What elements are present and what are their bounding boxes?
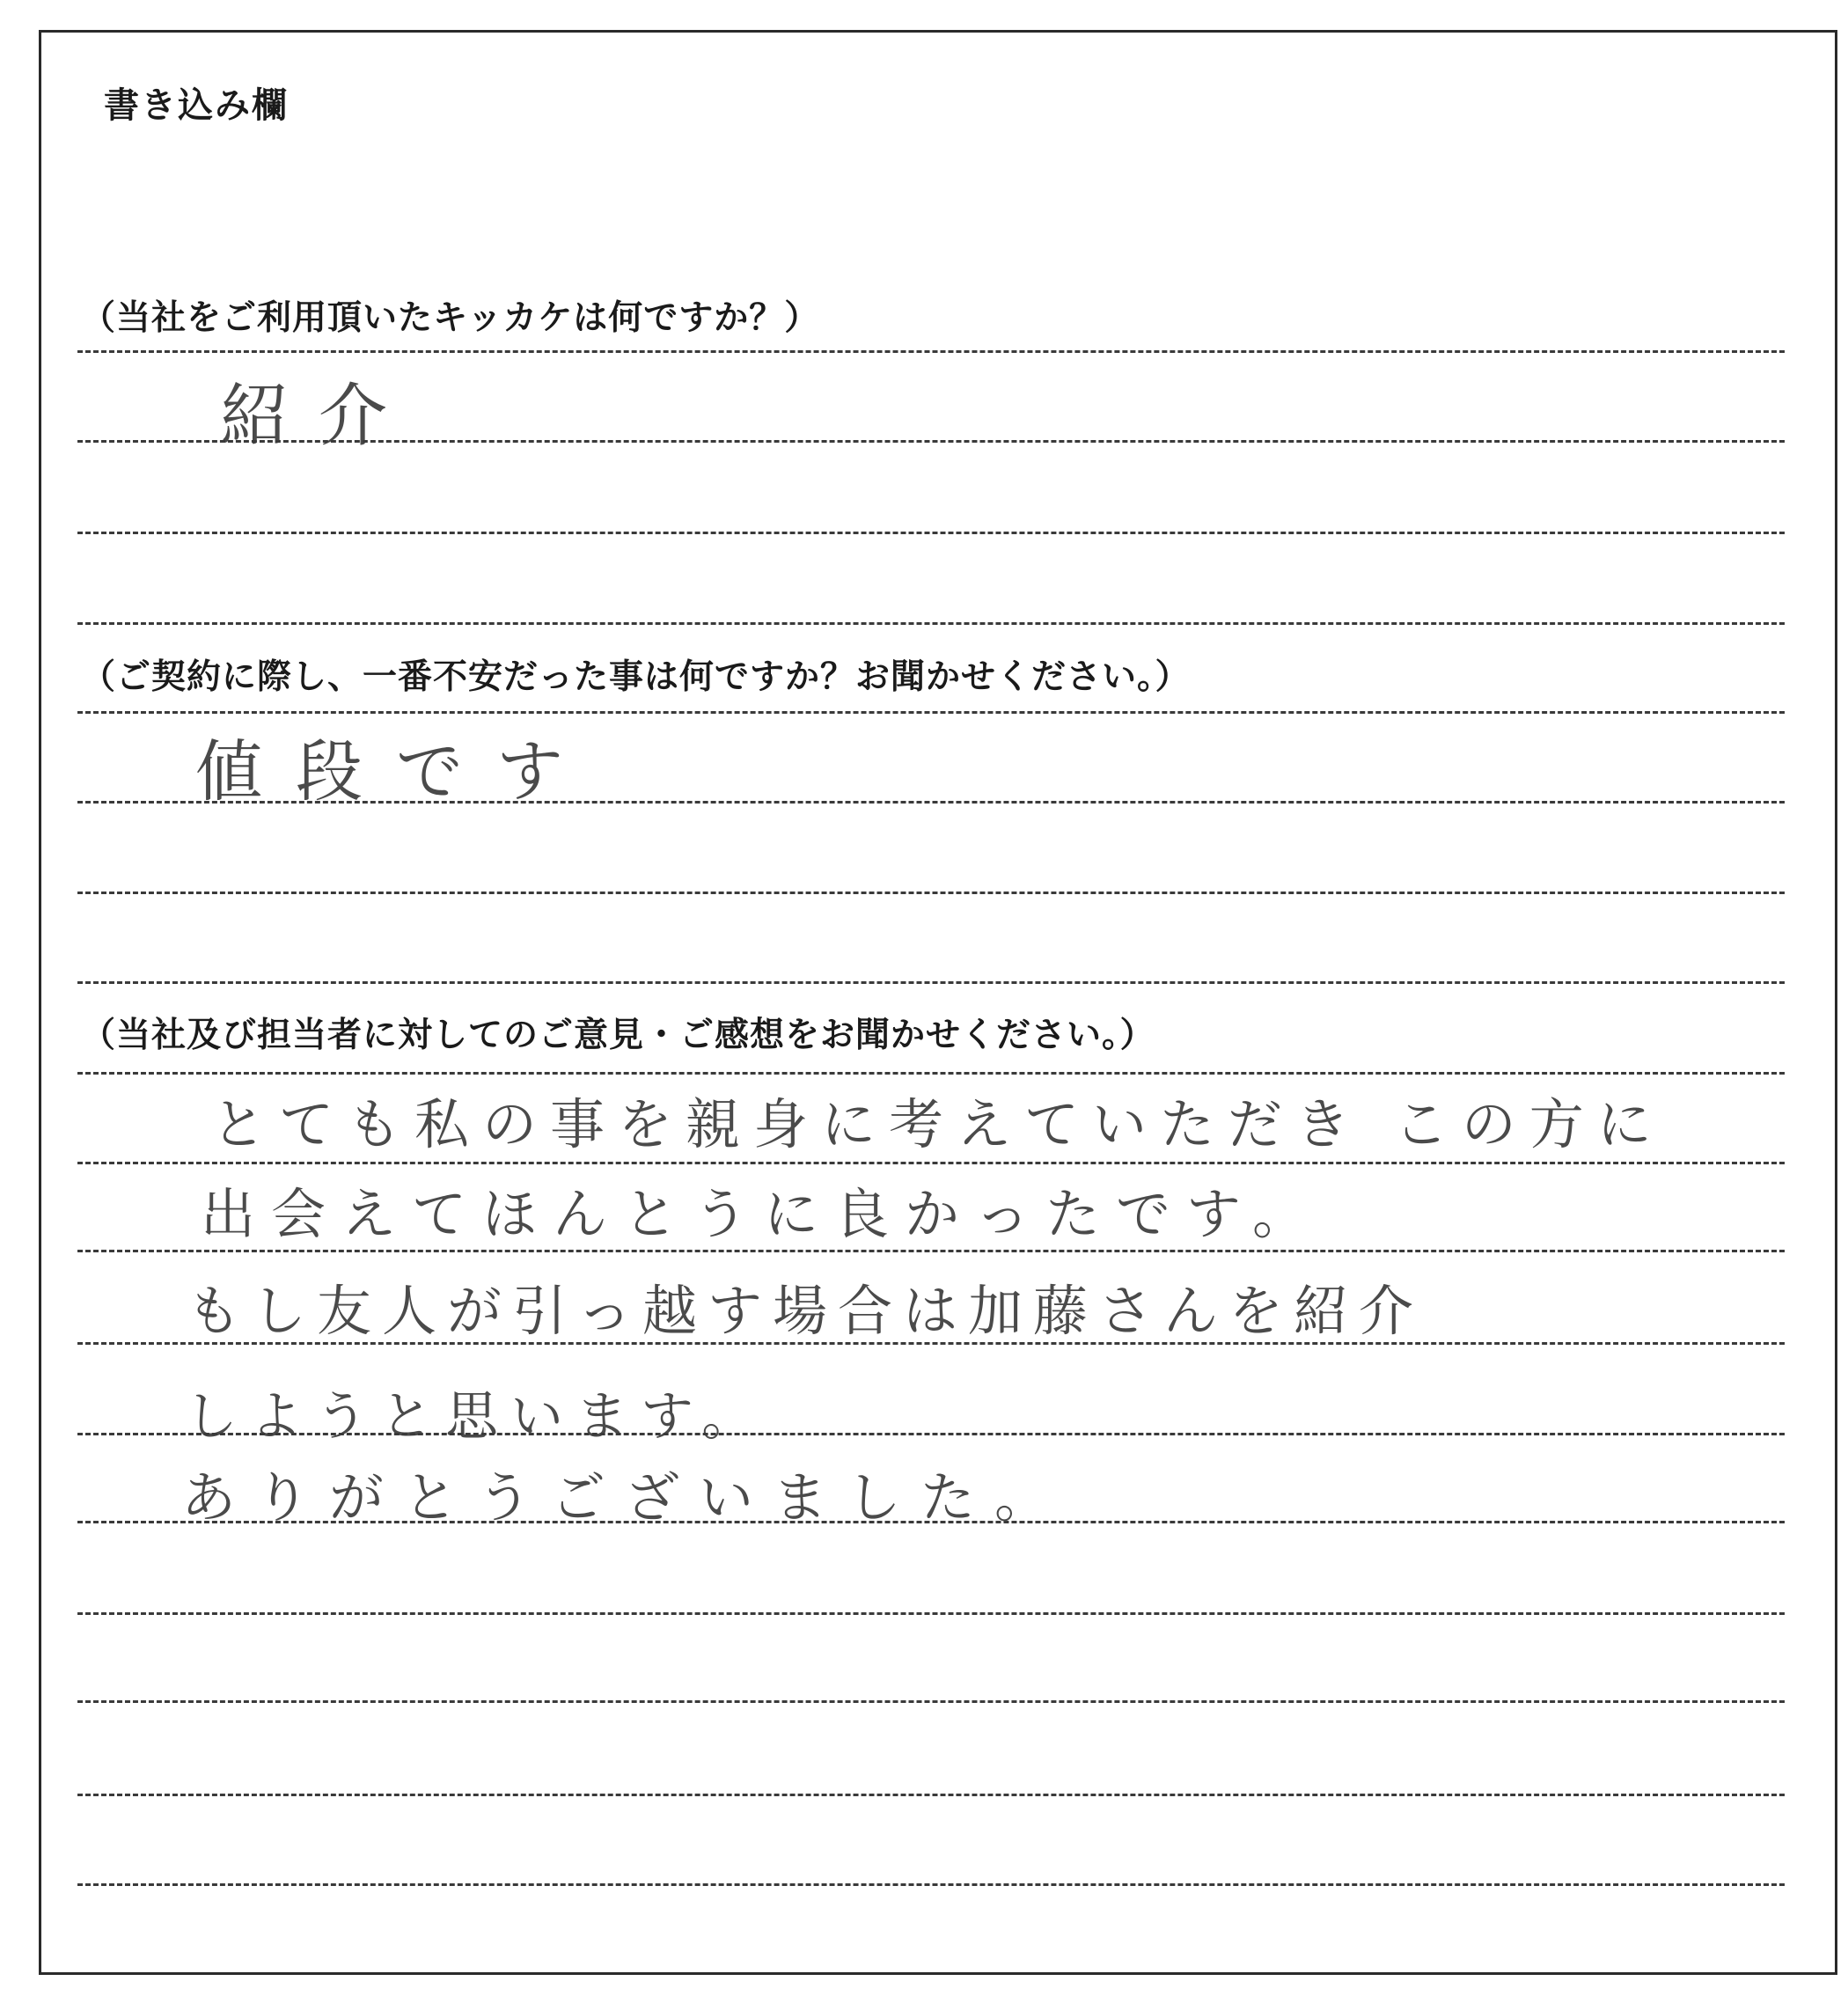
handwritten-answer-3-line-2: 出会えてほんとうに良かったです。 xyxy=(201,1182,1324,1246)
ruled-line xyxy=(77,1700,1785,1703)
form-title: 書き込み欄 xyxy=(104,85,289,126)
ruled-line xyxy=(77,711,1785,714)
ruled-line xyxy=(77,532,1785,534)
handwritten-answer-3-line-4: しようと思います。 xyxy=(185,1386,767,1448)
question-3: （当社及び担当者に対してのご意見・ご感想をお聞かせください。） xyxy=(81,1016,1155,1055)
ruled-line xyxy=(77,1883,1785,1886)
ruled-line xyxy=(77,440,1785,443)
ruled-line xyxy=(77,1612,1785,1615)
ruled-line xyxy=(77,1433,1785,1435)
ruled-line xyxy=(77,622,1785,625)
question-2: （ご契約に際し、一番不安だった事は何ですか？お聞かせください。） xyxy=(81,657,1191,697)
ruled-line xyxy=(77,350,1785,353)
ruled-line xyxy=(77,801,1785,804)
ruled-line xyxy=(77,1342,1785,1345)
question-1: （当社をご利用頂いたキッカケは何ですか？） xyxy=(81,298,820,338)
handwritten-answer-1-line-1: 紹介 xyxy=(220,377,418,456)
ruled-line xyxy=(77,1521,1785,1523)
handwritten-answer-2-line-1: 値段です xyxy=(195,732,597,811)
ruled-line xyxy=(77,1794,1785,1796)
ruled-line xyxy=(77,1072,1785,1075)
handwritten-answer-3-line-3: もし友人が引っ越す場合は加藤さんを紹介 xyxy=(187,1279,1425,1343)
ruled-line xyxy=(77,892,1785,894)
ruled-line xyxy=(77,981,1785,984)
handwritten-answer-3-line-5: ありがとうございました。 xyxy=(181,1465,1069,1530)
handwritten-answer-3-line-1: とても私の事を親身に考えていただき この方に xyxy=(211,1092,1665,1156)
ruled-line xyxy=(77,1162,1785,1164)
ruled-line xyxy=(77,1250,1785,1252)
